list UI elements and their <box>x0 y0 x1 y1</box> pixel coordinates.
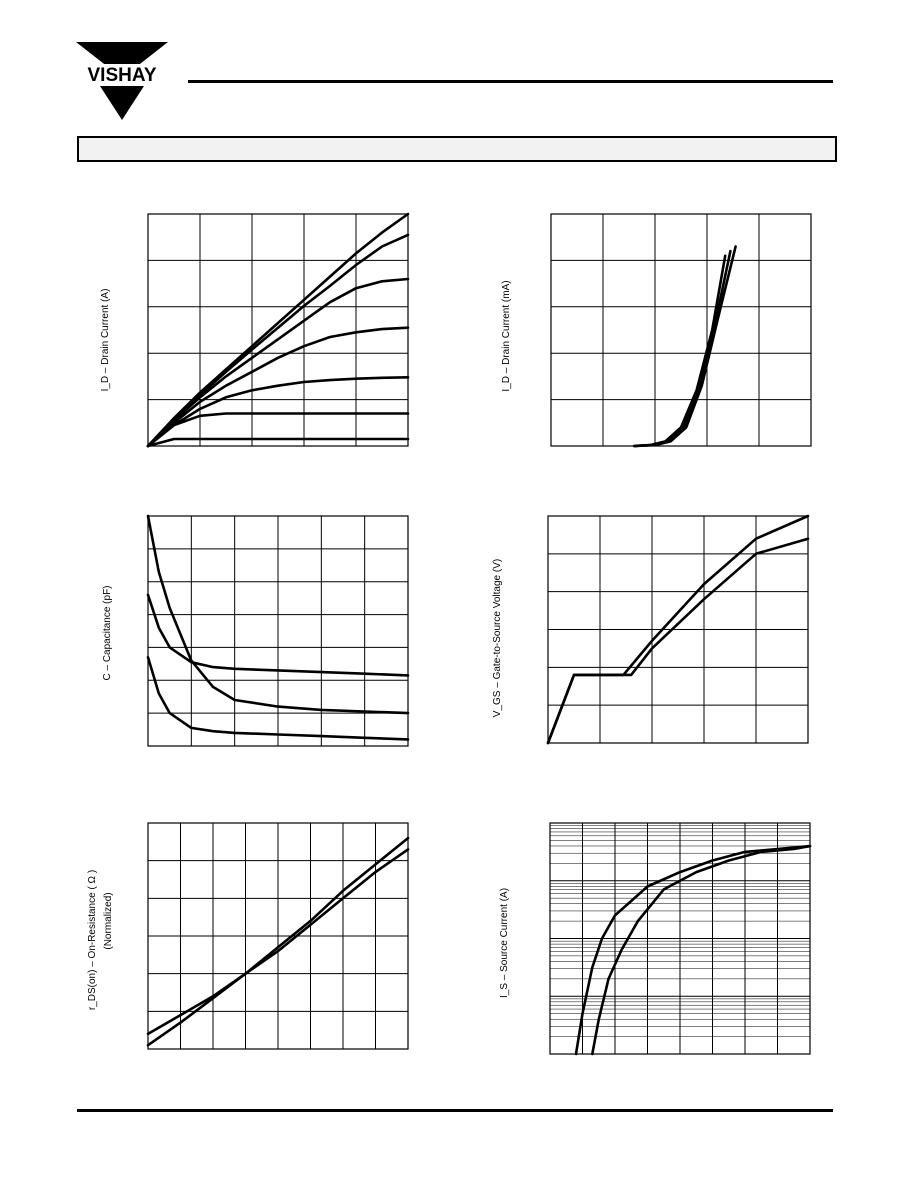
chart-output-characteristics <box>148 214 408 446</box>
ylabel-c6: I_S – Source Current (A) <box>499 887 510 999</box>
ylabel-c5-line1: r_DS(on) – On-Resistance ( Ω ) <box>87 869 98 1011</box>
series-line-2 <box>634 251 730 446</box>
footer-rule <box>77 1109 833 1112</box>
series-line-2 <box>548 539 808 743</box>
logo-wordmark: VISHAY <box>87 65 157 86</box>
logo-bottom-triangle <box>100 86 144 120</box>
plot-frame <box>551 214 811 446</box>
section-title-band <box>77 136 837 162</box>
chart-on-resistance <box>148 823 408 1049</box>
ylabel-c3: C – Capacitance (pF) <box>102 585 113 681</box>
series-line-7 <box>148 439 408 446</box>
chart-capacitance <box>148 516 408 746</box>
chart-gate-charge <box>548 516 808 743</box>
ylabel-c2: I_D – Drain Current (mA) <box>501 280 512 392</box>
series-line-1 <box>576 846 810 1054</box>
chart-source-drain-diode <box>550 823 810 1054</box>
ylabel-c5-line2: (Normalized) <box>103 892 114 950</box>
chart-transfer-characteristics <box>551 214 811 446</box>
ylabel-c4: V_GS – Gate-to-Source Voltage (V) <box>492 558 503 718</box>
vishay-logo <box>72 40 172 122</box>
series-line-1 <box>634 256 725 446</box>
header-rule <box>188 80 833 83</box>
ylabel-c1: I_D – Drain Current (A) <box>100 288 111 392</box>
